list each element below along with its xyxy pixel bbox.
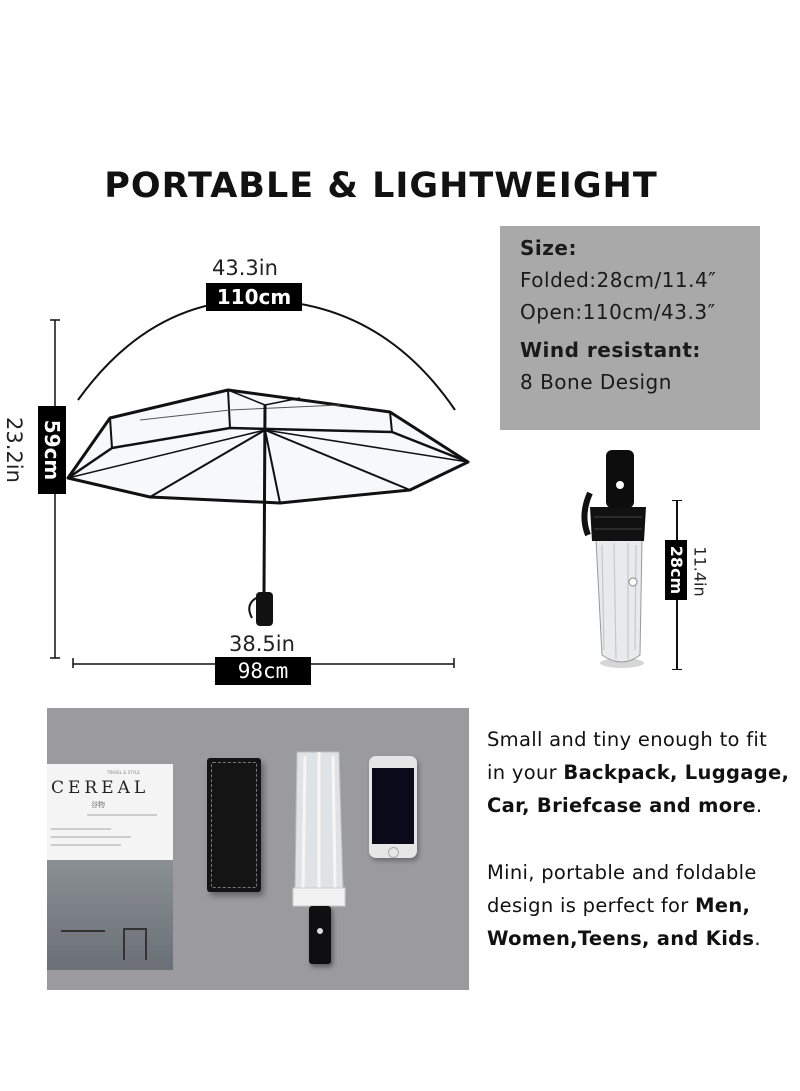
wind-heading: Wind resistant: [520,338,701,362]
magazine-photo [47,860,173,970]
folded-umbrella-illustration [550,445,670,675]
magazine [47,764,173,970]
folded-size: Folded:28cm/11.4″ [520,268,717,292]
description-paragraph-2 [487,856,797,955]
desc-line-4: Mini, portable and foldable [487,861,757,884]
magazine-subtitle: 谷物 [91,801,105,809]
photo-umbrella-handle [309,906,331,964]
spec-panel [500,226,760,430]
height-cm-label: 59cm [38,406,66,494]
folded-inches-label: 11.4in [690,546,710,597]
desc-bold-backpack: Backpack, Luggage, [563,761,790,784]
width-cm-label: 98cm [215,657,311,685]
page-title: PORTABLE & LIGHTWEIGHT [104,166,658,206]
desc-bold-men: Men, [695,894,751,917]
smartphone [369,756,417,858]
height-inches-label: 23.2in [2,417,26,483]
magazine-title: CEREAL [51,778,150,798]
arc-inches-label: 43.3in [212,256,278,280]
lifestyle-photo [47,708,469,990]
desc-line-2: in your [487,761,564,784]
folded-umbrella [550,445,670,675]
umbrella-case [207,758,261,892]
desc-line-1: Small and tiny enough to fit [487,728,768,751]
bone-design: 8 Bone Design [520,370,672,394]
width-inches-label: 38.5in [229,632,295,656]
desc-bold-women: Women,Teens, and Kids [487,927,755,950]
folded-cm-label: 28cm [665,540,687,600]
desc-period-1: . [755,794,763,817]
desc-period-2: . [754,927,761,950]
desc-line-5: design is perfect for [487,894,696,917]
open-size: Open:110cm/43.3″ [520,300,716,324]
arc-cm-label: 110cm [206,283,302,311]
size-heading: Size: [520,236,577,260]
photo-umbrella [291,748,347,904]
magazine-top-text: TRAVEL & STYLE [107,770,140,775]
description-paragraph-1 [487,723,797,822]
desc-bold-car: Car, Briefcase and more [487,794,756,817]
